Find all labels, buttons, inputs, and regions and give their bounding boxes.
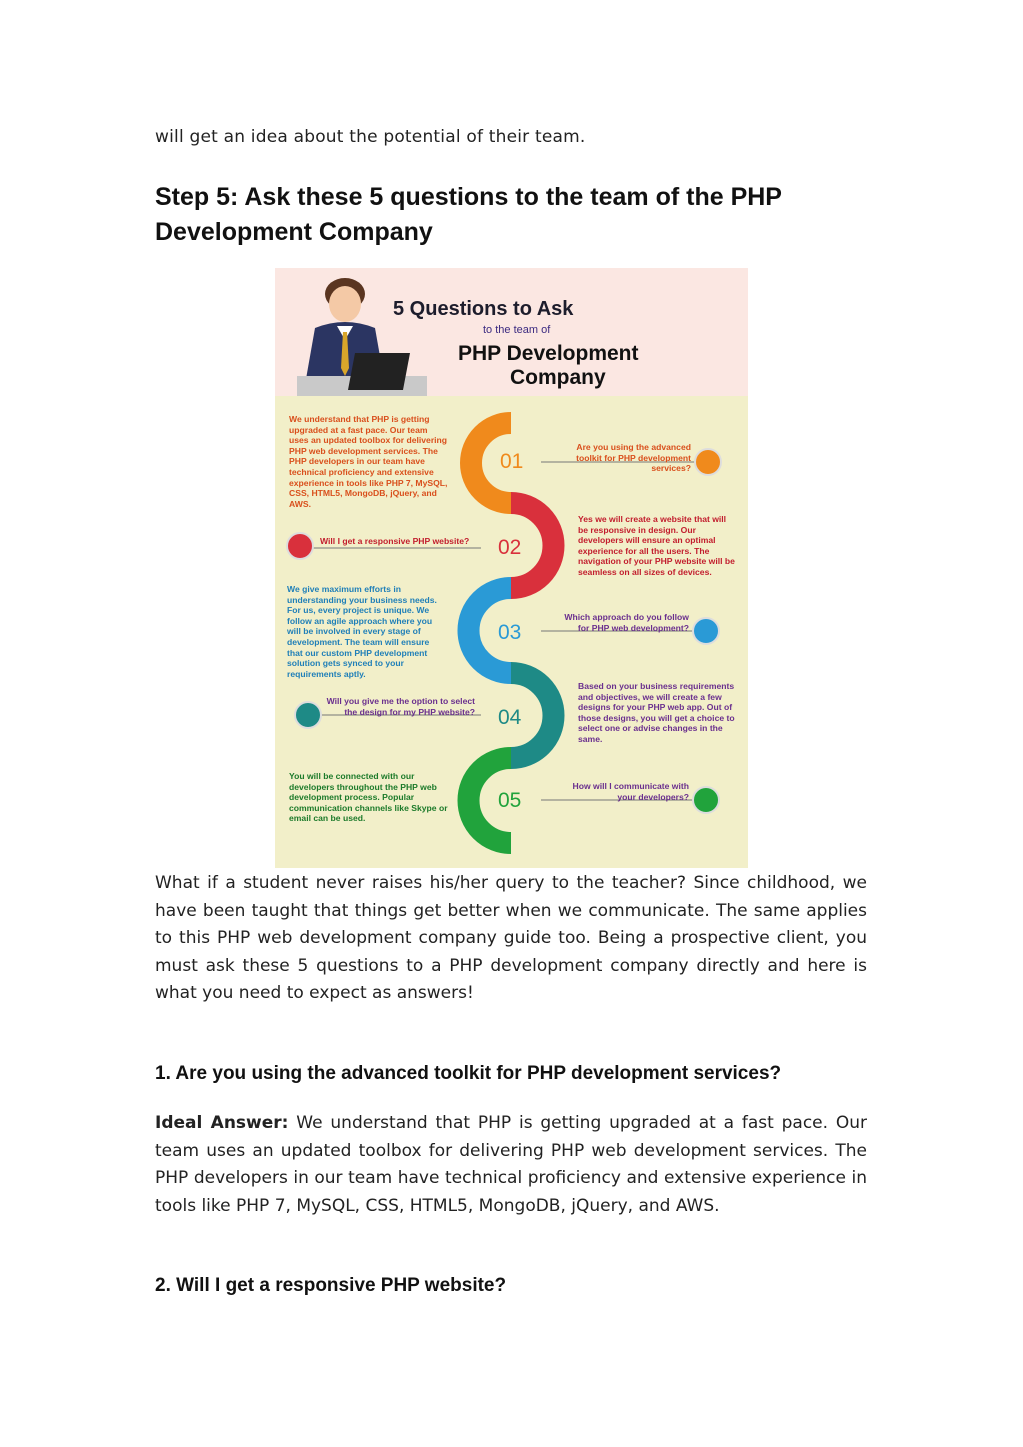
infographic-question-3: Which approach do you follow for PHP web development?: [564, 612, 689, 633]
step-number-05: 05: [498, 789, 522, 812]
step-number-03: 03: [498, 621, 522, 644]
businessman-illustration: [297, 278, 427, 396]
intro-line: will get an idea about the potential of their team.: [155, 127, 586, 147]
infographic-question-2: Will I get a responsive PHP website?: [320, 536, 470, 546]
question-2-heading: 2. Will I get a responsive PHP website?: [155, 1275, 507, 1296]
infographic-question-1: Are you using the advanced toolkit for PHP development services?: [576, 442, 691, 474]
infographic-question-4: Will you give me the option to select the design for my PHP website?: [326, 696, 475, 717]
answer-1-paragraph: [155, 1110, 867, 1220]
infographic-answer-4: Based on your business requirements and objectives, we will create a few designs for your PHP web app. Out of those designs, you will get a choice to select one or advise changes in the same.: [578, 681, 735, 744]
infographic-subtitle: to the team of: [483, 324, 551, 336]
infographic-answer-2: Yes we will create a website that will be responsive in design. Our developers will ensure an optimal experience for all the users. The navigation of your PHP website will be seamless on all sizes of devices.: [578, 514, 735, 577]
infographic-answer-3: We give maximum efforts in understanding your business needs. For us, every project is unique. We follow an agile approach where you will be involved in every stage of development. The team will ensure that our custom PHP development solution gets synced to your requirements aptly.: [287, 584, 437, 679]
infographic-title-php: PHP Development: [458, 342, 639, 365]
step-number-02: 02: [498, 536, 522, 559]
step-number-04: 04: [498, 706, 522, 729]
infographic-answer-5: You will be connected with our developers throughout the PHP web development process. Popular communication channels like Skype or email can be used.: [289, 771, 448, 824]
infographic-title-company: Company: [510, 366, 606, 389]
body-paragraph: What if a student never raises his/her query to the teacher? Since childhood, we have been taught that things get better when we communicate. The same applies to this PHP web development company guide too. Being a prospective client, you must ask these 5 questions to a PHP development company directly and here is what you need to expect as answers!: [155, 873, 867, 1003]
question-1-heading: 1. Are you using the advanced toolkit for PHP development services?: [155, 1063, 782, 1084]
step-heading: Step 5: Ask these 5 questions to the team of the PHP Development Company: [155, 183, 782, 246]
infographic: [275, 268, 748, 868]
infographic-title: 5 Questions to Ask: [393, 298, 574, 320]
step-number-01: 01: [500, 450, 524, 473]
infographic-question-5: How will I communicate with your developers?: [572, 781, 689, 802]
infographic-answer-1: We understand that PHP is getting upgraded at a fast pace. Our team uses an updated toolbox for delivering PHP web development services. The PHP developers in our team have technical proficiency and extensive experience in tools like PHP 7, MySQL, CSS, HTML5, MongoDB, jQuery, and AWS.: [289, 414, 448, 509]
answer-1-text: We understand that PHP is getting upgraded at a fast pace. Our team uses an updated toolbox for delivering PHP web development services. The PHP developers in our team have technical proficiency and extensive experience in tools like PHP 7, MySQL, CSS, HTML5, MongoDB, jQuery, and AWS.: [155, 1113, 867, 1216]
ideal-answer-label: Ideal Answer:: [155, 1113, 289, 1133]
